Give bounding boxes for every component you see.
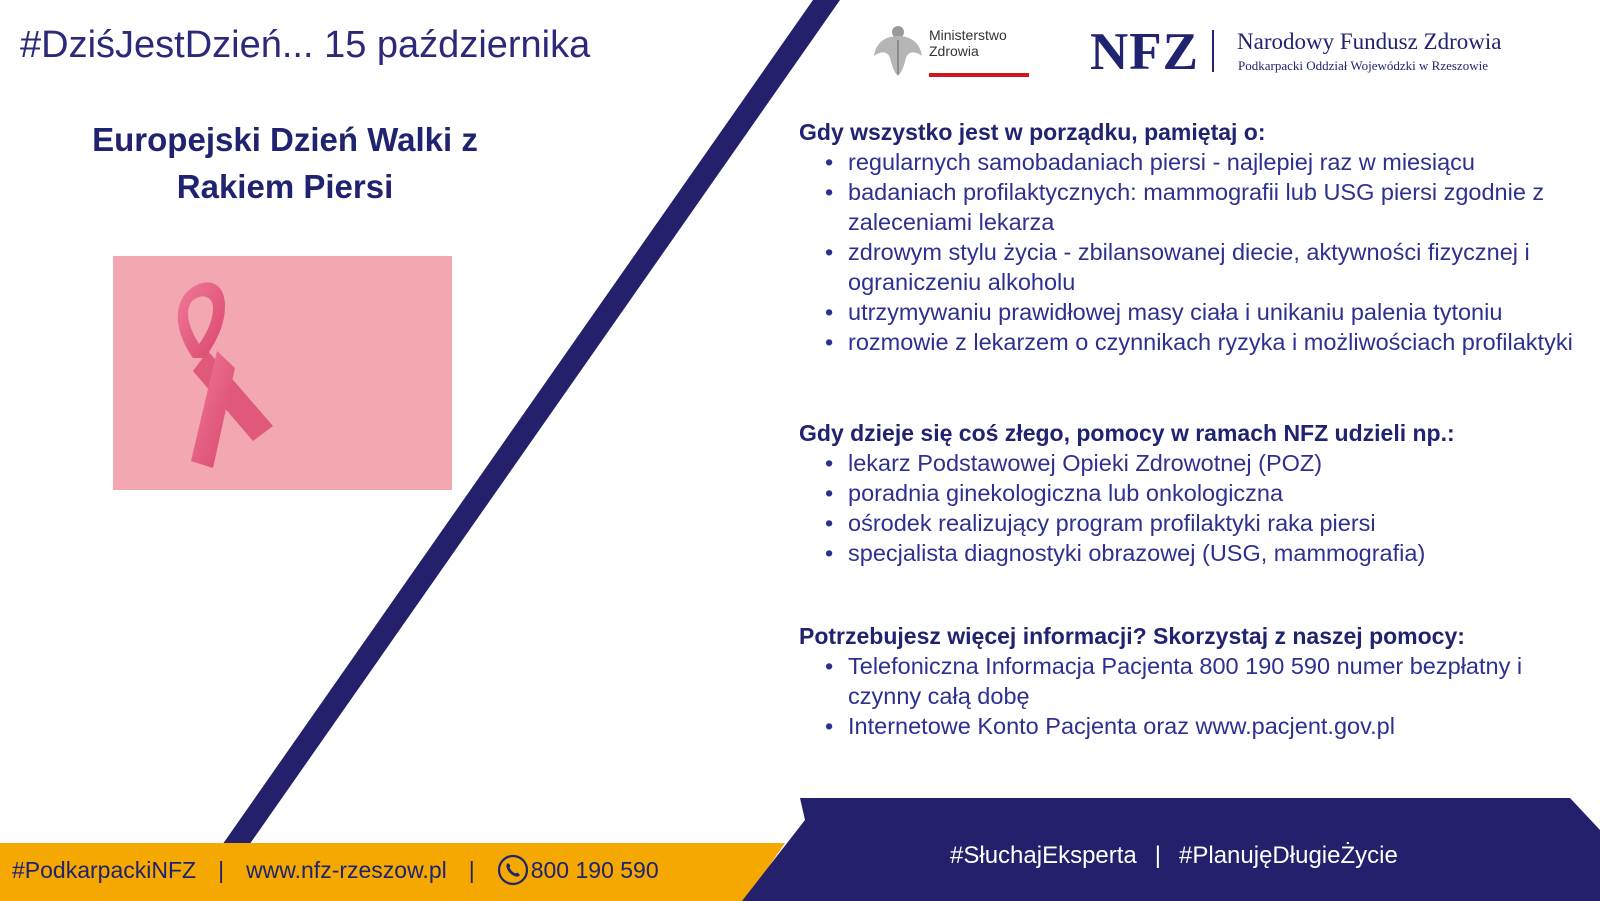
list-item: • Internetowe Konto Pacjenta oraz www.pacjent.gov.pl [848,711,1589,741]
event-title-line-1: Europejski Dzień Walki z [92,121,478,158]
list-item: • lekarz Podstawowej Opieki Zdrowotnej (POZ) [848,448,1455,478]
footer-separator: | [1154,842,1162,869]
footer-hashtags-bar [950,838,1398,874]
list-item: • badaniach profilaktycznych: mammografii lub USG piersi zgodnie z zaleceniami lekarza [848,177,1589,237]
ministry-red-underline [929,73,1029,77]
ministry-of-health-logo [872,22,1032,82]
bullet-list [799,147,1589,357]
footer-contact-bar [12,852,659,888]
ministry-name [929,27,1007,59]
footer-phone-number[interactable]: 800 190 590 [530,856,659,883]
bullet-list [799,651,1589,741]
ministry-name-line-2: Zdrowia [929,43,979,59]
section-heading: Gdy dzieje się coś złego, pomocy w ramach NFZ udzieli np.: [799,420,1455,446]
list-item: • rozmowie z lekarzem o czynnikach ryzyka i możliwościach profilaktyki [848,327,1589,357]
section-heading: Gdy wszystko jest w porządku, pamiętaj o: [799,119,1266,145]
section-heading: Potrzebujesz więcej informacji? Skorzystaj z naszej pomocy: [799,623,1465,649]
list-item: • zdrowym stylu życia - zbilansowanej diecie, aktywności fizycznej i ograniczeniu alkoholu [848,237,1589,297]
nfz-full-name: Narodowy Fundusz Zdrowia [1237,29,1502,54]
event-title [50,116,520,210]
footer-hashtag-listen: #SłuchajEksperta [950,842,1137,869]
section-prevention [799,117,1589,357]
list-item: • utrzymywaniu prawidłowej masy ciała i unikaniu palenia tytoniu [848,297,1589,327]
eagle-emblem-icon [872,22,924,78]
list-item: • regularnych samobadaniach piersi - najlepiej raz w miesiącu [848,147,1589,177]
event-title-line-2: Rakiem Piersi [176,168,394,205]
footer-hashtag-plan: #PlanujęDługieŻycie [1179,842,1398,869]
list-item: • ośrodek realizujący program profilaktyki raka piersi [848,508,1455,538]
phone-icon [497,854,529,886]
nfz-branch-name: Podkarpacki Oddział Wojewódzki w Rzeszowie [1238,58,1488,73]
pink-ribbon-icon [113,256,452,490]
footer-separator: | [468,856,475,883]
section-more-info [799,621,1589,741]
section-help [799,418,1455,568]
footer-hashtag-podkarpacki: #PodkarpackiNFZ [12,856,197,883]
pink-ribbon-image [113,256,452,490]
footer-website-link[interactable]: www.nfz-rzeszow.pl [246,856,447,883]
ministry-name-line-1: Ministerstwo [929,27,1007,43]
footer-separator: | [218,856,225,883]
hashtag-date-heading: #DziśJestDzień... 15 października [20,24,591,66]
list-item: • Telefoniczna Informacja Pacjenta 800 190 590 numer bezpłatny i czynny całą dobę [848,651,1589,711]
bullet-list [799,448,1455,568]
nfz-logo-divider [1212,30,1214,72]
list-item: • poradnia ginekologiczna lub onkologiczna [848,478,1455,508]
nfz-logo-mark: NFZ [1090,23,1199,81]
list-item: • specjalista diagnostyki obrazowej (USG, mammografia) [848,538,1455,568]
